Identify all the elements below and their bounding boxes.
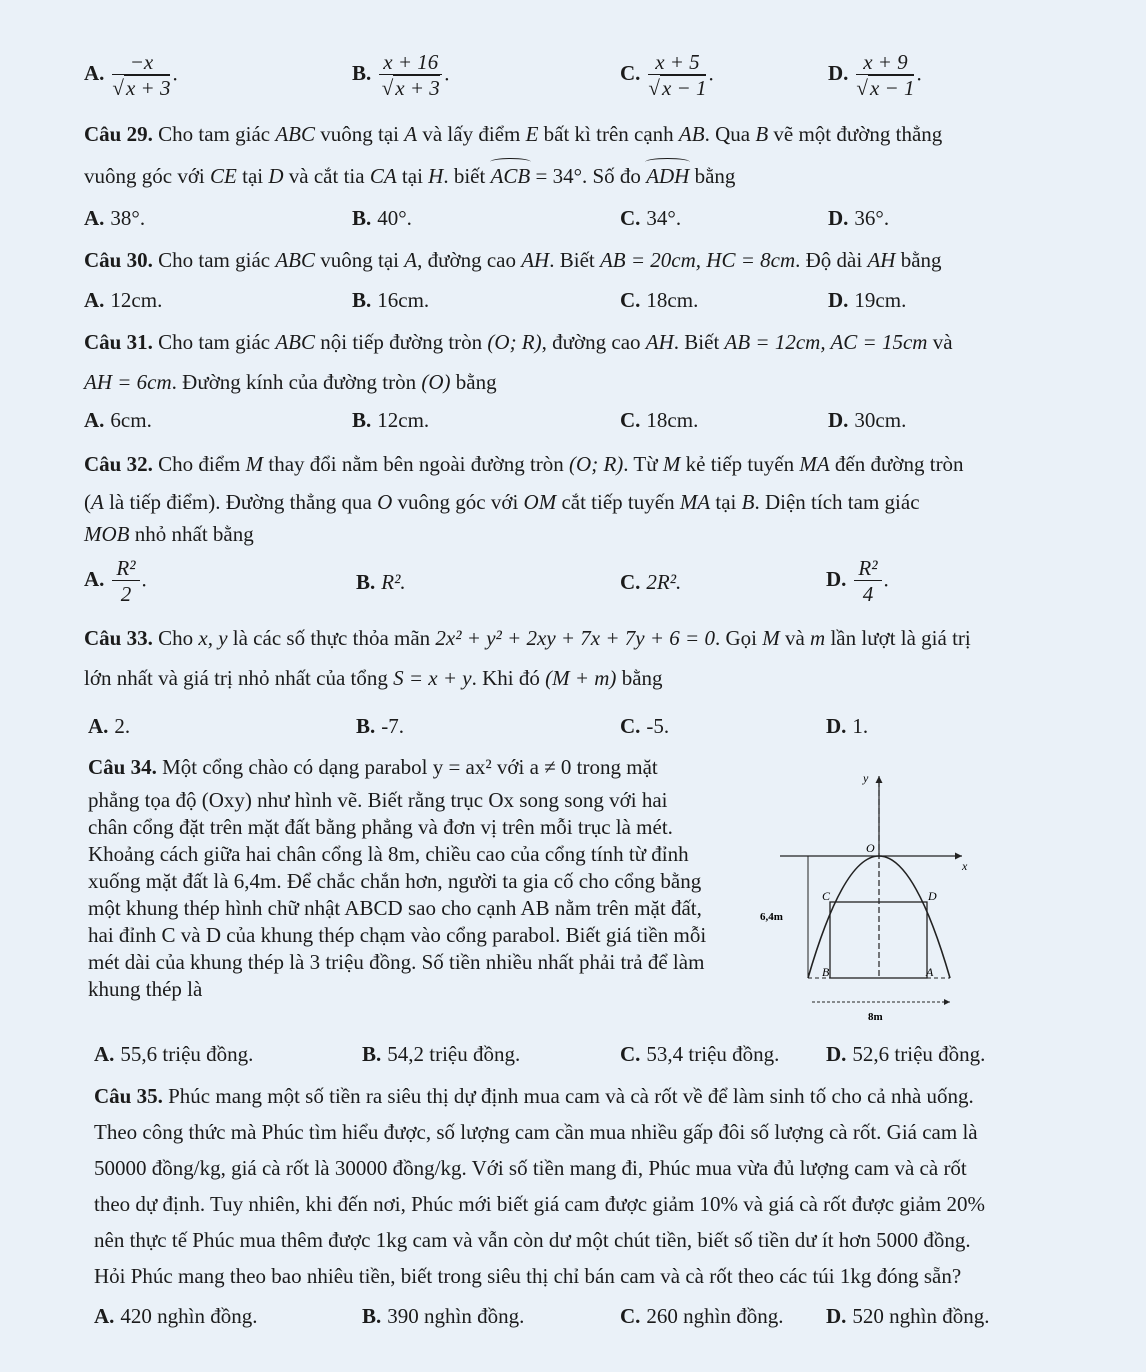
math: AH = 6cm — [84, 370, 172, 394]
math: AB — [678, 122, 705, 146]
math: B — [741, 490, 755, 514]
option-label: C. — [620, 288, 641, 312]
question-number: Câu 29. — [84, 122, 153, 146]
fraction — [856, 50, 914, 101]
option-text: 16cm. — [377, 288, 430, 312]
option-b — [352, 288, 429, 313]
text: bằng — [895, 248, 942, 272]
text: . Diện tích tam giác — [754, 490, 920, 514]
text: bằng — [450, 370, 497, 394]
math: CA — [369, 164, 397, 188]
math: ABC — [275, 122, 316, 146]
q35-paragraph — [94, 1078, 1054, 1294]
q35-line — [94, 1078, 1054, 1114]
q31-line-1 — [84, 328, 1050, 356]
text: lớn nhất và giá trị nhỏ nhất của tổng — [84, 666, 394, 690]
math: (M + m) — [545, 666, 617, 690]
option-label: C. — [620, 1042, 641, 1066]
option-label: C. — [620, 61, 641, 86]
option-b — [362, 1042, 520, 1067]
option-a — [84, 408, 152, 433]
q34-line: khung thép là — [88, 977, 203, 1001]
q28-option-c — [620, 50, 714, 101]
option-label: D. — [828, 408, 849, 432]
label-width: 8m — [868, 1011, 883, 1023]
math: (O; R) — [487, 330, 542, 354]
q35-line: Hỏi Phúc mang theo bao nhiêu tiền, biết trong siêu thị chỉ bán cam và cà rốt theo các túi 1kg đóng sẵn? — [94, 1264, 962, 1288]
math: MOB — [84, 522, 130, 546]
q34-line: mét dài của khung thép là 3 triệu đồng. Số tiền nhiều nhất phải trả để làm — [88, 950, 705, 974]
math: AB = 20cm, HC = 8cm — [599, 248, 796, 272]
math: OM — [523, 490, 557, 514]
math: (O; R) — [569, 452, 624, 476]
q33-line-2 — [84, 664, 1050, 692]
q34-paragraph — [88, 754, 736, 1003]
q28-option-a — [84, 50, 178, 101]
option-label: D. — [826, 1042, 847, 1066]
question-number: Câu 34. — [88, 755, 157, 779]
math: B — [755, 122, 769, 146]
label-x: x — [962, 859, 968, 873]
denominator: √x − 1 — [648, 76, 707, 100]
option-label: C. — [620, 714, 641, 738]
option-a — [88, 714, 130, 739]
math: M — [662, 452, 681, 476]
angle-adh: ADH — [646, 164, 690, 188]
option-text: 55,6 triệu đồng. — [120, 1042, 254, 1066]
text: Cho tam giác — [158, 122, 276, 146]
option-text: R². — [381, 570, 406, 594]
option-label: A. — [84, 567, 105, 592]
option-d — [828, 408, 906, 433]
q32-line-1 — [84, 450, 1050, 478]
text: , đường cao — [417, 248, 522, 272]
label-d: D — [928, 889, 937, 903]
option-d — [826, 714, 868, 739]
option-tail: . — [444, 61, 450, 86]
option-c — [620, 408, 698, 433]
q34-line: Khoảng cách giữa hai chân cổng là 8m, chiều cao của cổng tính từ đỉnh — [88, 842, 689, 866]
math: (O) — [421, 370, 451, 394]
option-label: D. — [828, 61, 849, 86]
text: Cho tam giác — [158, 330, 276, 354]
option-text: 520 nghìn đồng. — [852, 1304, 990, 1328]
option-label: A. — [94, 1304, 115, 1328]
option-b — [356, 570, 406, 595]
math: A — [91, 490, 104, 514]
denominator: √x − 1 — [856, 76, 915, 100]
option-b — [362, 1304, 524, 1329]
text: . Khi đó — [471, 666, 546, 690]
fraction — [854, 556, 881, 607]
radicand: x − 1 — [661, 76, 707, 100]
numerator: x + 5 — [648, 50, 706, 75]
option-text: -5. — [646, 714, 670, 738]
fraction — [648, 50, 706, 101]
text: vuông góc với — [84, 164, 211, 188]
text: là các số thực thỏa mãn — [227, 626, 436, 650]
radicand: x + 3 — [395, 76, 440, 100]
text: bằng — [689, 164, 736, 188]
option-a — [84, 288, 162, 313]
option-b — [356, 714, 404, 739]
label-c: C — [822, 889, 831, 903]
q29-line-2 — [84, 162, 1050, 190]
math: D — [268, 164, 284, 188]
text: bất kì trên cạnh — [538, 122, 679, 146]
label-y: y — [863, 771, 869, 785]
option-text: 34°. — [646, 206, 682, 230]
math: ABC — [275, 248, 316, 272]
numerator: x + 16 — [379, 50, 442, 75]
option-label: C. — [620, 206, 641, 230]
q34-line: hai đỉnh C và D của khung thép chạm vào cổng parabol. Biết giá tiền mỗi — [88, 923, 707, 947]
text: Cho tam giác — [158, 248, 276, 272]
option-c — [620, 714, 669, 739]
angle-acb: ACB — [490, 164, 531, 188]
text: thay đổi nằm bên ngoài đường tròn — [263, 452, 570, 476]
q29-line-1 — [84, 120, 1050, 148]
option-text: 19cm. — [854, 288, 907, 312]
option-label: B. — [356, 570, 376, 594]
option-label: C. — [620, 1304, 641, 1328]
math: MA — [679, 490, 711, 514]
option-tail: . — [708, 61, 714, 86]
option-tail: . — [883, 567, 889, 592]
q34-line: chân cổng đặt trên mặt đất bằng phẳng và đơn vị trên mỗi trục là mét. — [88, 815, 673, 839]
question-number: Câu 32. — [84, 452, 153, 476]
option-label: C. — [620, 570, 641, 594]
option-label: B. — [362, 1304, 382, 1328]
math: m — [810, 626, 826, 650]
option-text: 30cm. — [854, 408, 907, 432]
option-tail: . — [141, 567, 147, 592]
math: A — [404, 248, 418, 272]
option-text: 2R². — [646, 570, 682, 594]
q35-line: 50000 đồng/kg, giá cà rốt là 30000 đồng/kg. Với số tiền mang đi, Phúc mua vừa đủ lượng cam và cà rốt — [94, 1156, 967, 1180]
fraction — [379, 50, 442, 101]
text: = 34°. Số đo — [530, 164, 647, 188]
option-label: B. — [352, 61, 372, 86]
math: E — [525, 122, 539, 146]
option-c — [620, 1304, 784, 1329]
option-label: B. — [356, 714, 376, 738]
q34-line — [88, 754, 736, 781]
text: và cắt tia — [283, 164, 370, 188]
text: vuông góc với — [392, 490, 524, 514]
question-number: Câu 33. — [84, 626, 153, 650]
q35-line: Theo công thức mà Phúc tìm hiểu được, số lượng cam cần mua nhiều gấp đôi số lượng cà rốt. Giá cam là — [94, 1120, 978, 1144]
fraction — [112, 556, 139, 607]
denominator: √x + 3 — [381, 76, 440, 100]
text: . biết — [443, 164, 491, 188]
option-text: 40°. — [377, 206, 412, 230]
q34-line: xuống mặt đất là 6,4m. Để chắc chắn hơn, người ta gia cố cho cổng bằng — [88, 869, 702, 893]
option-label: A. — [84, 206, 105, 230]
option-text: 2. — [114, 714, 131, 738]
label-a: A — [926, 965, 934, 979]
option-a — [84, 556, 147, 607]
math: AH — [645, 330, 674, 354]
option-a — [94, 1042, 253, 1067]
text: . Từ — [623, 452, 663, 476]
option-text: 12cm. — [377, 408, 430, 432]
option-d — [826, 1304, 990, 1329]
option-label: C. — [620, 408, 641, 432]
text: cắt tiếp tuyến — [556, 490, 680, 514]
option-text: 6cm. — [110, 408, 152, 432]
text: kẻ tiếp tuyến — [680, 452, 800, 476]
option-label: A. — [84, 61, 105, 86]
text: vuông tại — [315, 122, 405, 146]
option-label: D. — [826, 567, 847, 592]
q28-option-b — [352, 50, 450, 101]
option-text: 1. — [852, 714, 869, 738]
text: Cho điểm — [158, 452, 246, 476]
text: . Biết — [673, 330, 725, 354]
q35-line: nên thực tế Phúc mua thêm được 1kg cam và vẫn còn dư một chút tiền, biết số tiền dư ít hơn 5000 đồng. — [94, 1228, 971, 1252]
denominator: 2 — [120, 582, 132, 606]
numerator: −x — [112, 50, 170, 75]
text: . Biết — [549, 248, 600, 272]
text: , đường cao — [541, 330, 646, 354]
text: Một cổng chào có dạng parabol y = ax² với a ≠ 0 trong mặt — [162, 755, 658, 779]
option-label: B. — [362, 1042, 382, 1066]
math: 2x² + y² + 2xy + 7x + 7y + 6 = 0 — [435, 626, 715, 650]
label-height: 6,4m — [760, 911, 783, 923]
label-o: O — [866, 841, 875, 855]
q33-line-1 — [84, 624, 1050, 652]
denominator: 4 — [862, 582, 874, 606]
question-number: Câu 35. — [94, 1084, 163, 1108]
math: A — [404, 122, 418, 146]
numerator: x + 9 — [856, 50, 914, 75]
option-d — [828, 288, 906, 313]
option-a — [94, 1304, 258, 1329]
option-label: A. — [94, 1042, 115, 1066]
text: . Qua — [704, 122, 756, 146]
math: MA — [799, 452, 830, 476]
q34-line: một khung thép hình chữ nhật ABCD sao cho cạnh AB nằm trên mặt đất, — [88, 896, 702, 920]
option-d — [828, 206, 889, 231]
text: Cho — [158, 626, 199, 650]
option-text: 420 nghìn đồng. — [120, 1304, 258, 1328]
label-b: B — [822, 965, 830, 979]
option-label: A. — [84, 408, 105, 432]
text: đến đường tròn — [829, 452, 964, 476]
option-label: D. — [826, 714, 847, 738]
option-text: 18cm. — [646, 408, 699, 432]
q28-option-d — [828, 50, 922, 101]
text: ( — [84, 490, 91, 514]
text: vuông tại — [315, 248, 405, 272]
text: nội tiếp đường tròn — [315, 330, 488, 354]
parabola-gate-figure — [750, 766, 980, 1028]
math: ABC — [275, 330, 316, 354]
text: và — [779, 626, 811, 650]
math: M — [762, 626, 780, 650]
text: nhỏ nhất bằng — [129, 522, 254, 546]
text: . Độ dài — [795, 248, 868, 272]
denominator: √x + 3 — [112, 76, 171, 100]
option-label: D. — [826, 1304, 847, 1328]
math: AH — [867, 248, 896, 272]
text: . Gọi — [714, 626, 763, 650]
option-c — [620, 288, 698, 313]
option-tail: . — [916, 61, 922, 86]
q35-line: theo dự định. Tuy nhiên, khi đến nơi, Phúc mới biết giá cam được giảm 10% và giá cà rốt được giảm 20% — [94, 1192, 986, 1216]
radicand: x + 3 — [125, 76, 171, 100]
option-a — [84, 206, 145, 231]
fraction — [112, 50, 170, 101]
q31-line-2 — [84, 368, 1050, 396]
text: và — [927, 330, 953, 354]
text: là tiếp điểm). Đường thẳng qua — [103, 490, 378, 514]
option-text: 12cm. — [110, 288, 163, 312]
option-label: B. — [352, 288, 372, 312]
text: Phúc mang một số tiền ra siêu thị dự định mua cam và cà rốt về để làm sinh tố cho cả nhà uống. — [168, 1084, 974, 1108]
text: tại — [710, 490, 742, 514]
option-text: 52,6 triệu đồng. — [852, 1042, 986, 1066]
math: AB = 12cm, AC = 15cm — [724, 330, 928, 354]
option-label: B. — [352, 408, 372, 432]
math: H — [428, 164, 444, 188]
numerator: R² — [112, 556, 139, 581]
text: lần lượt là giá trị — [825, 626, 971, 650]
option-text: 18cm. — [646, 288, 699, 312]
text: vẽ một đường thẳng — [768, 122, 943, 146]
option-c — [620, 1042, 779, 1067]
option-d — [826, 1042, 985, 1067]
option-label: D. — [828, 288, 849, 312]
text: . Đường kính của đường tròn — [171, 370, 422, 394]
option-text: 54,2 triệu đồng. — [387, 1042, 521, 1066]
text: bằng — [616, 666, 663, 690]
question-number: Câu 30. — [84, 248, 153, 272]
option-text: 390 nghìn đồng. — [387, 1304, 525, 1328]
option-b — [352, 408, 429, 433]
option-tail: . — [172, 61, 178, 86]
option-b — [352, 206, 412, 231]
math: S = x + y — [393, 666, 472, 690]
question-number: Câu 31. — [84, 330, 153, 354]
q32-line-2 — [84, 488, 1050, 516]
radicand: x − 1 — [869, 76, 915, 100]
math: AH — [521, 248, 550, 272]
option-d — [826, 556, 889, 607]
option-text: 38°. — [110, 206, 146, 230]
q30-line-1 — [84, 246, 1050, 274]
q32-line-3 — [84, 520, 1050, 548]
option-c — [620, 570, 681, 595]
text: tại — [236, 164, 269, 188]
q34-line: phẳng tọa độ (Oxy) như hình vẽ. Biết rằng trục Ox song song với hai — [88, 788, 668, 812]
option-label: A. — [88, 714, 109, 738]
math: O — [377, 490, 393, 514]
text: tại — [396, 164, 429, 188]
option-text: 260 nghìn đồng. — [646, 1304, 784, 1328]
math: M — [245, 452, 264, 476]
option-label: A. — [84, 288, 105, 312]
numerator: R² — [854, 556, 881, 581]
text: và lấy điểm — [417, 122, 526, 146]
option-text: -7. — [381, 714, 405, 738]
math: CE — [210, 164, 237, 188]
option-text: 53,4 triệu đồng. — [646, 1042, 780, 1066]
option-c — [620, 206, 681, 231]
option-label: D. — [828, 206, 849, 230]
option-text: 36°. — [854, 206, 890, 230]
option-label: B. — [352, 206, 372, 230]
math: x, y — [198, 626, 228, 650]
